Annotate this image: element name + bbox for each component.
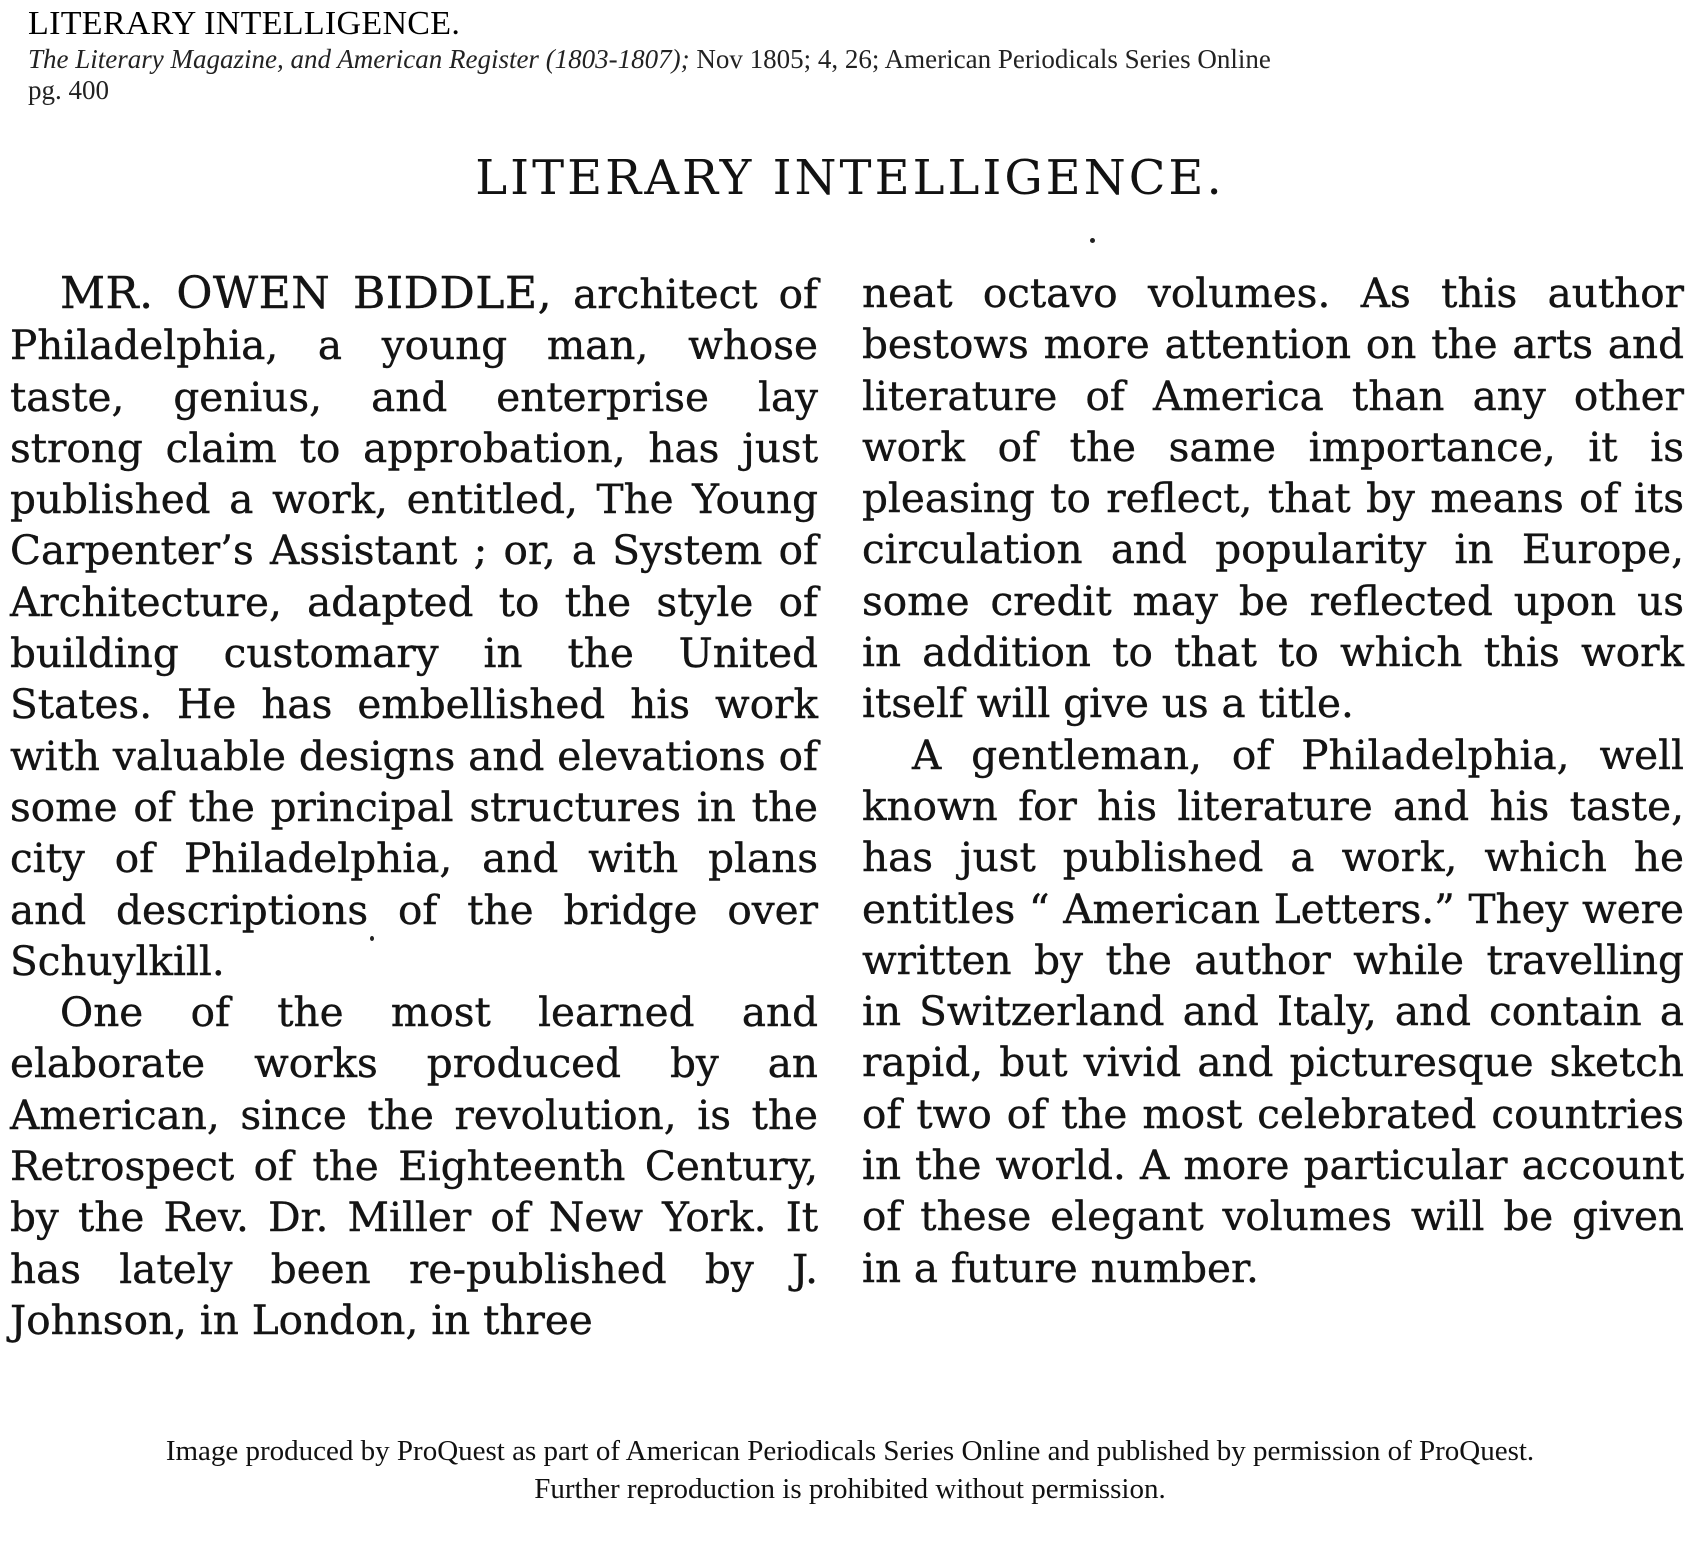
article-heading: LITERARY INTELLIGENCE. — [475, 150, 1225, 206]
citation-issue: Nov 1805; 4, 26; American Periodicals Series Online — [689, 44, 1271, 74]
footer-line-1: Image produced by ProQuest as part of American Periodicals Series Online and published by permission of ProQuest. — [165, 1435, 1535, 1467]
right-column — [862, 268, 1684, 1294]
paragraph-owen-biddle — [10, 268, 818, 987]
citation-page: pg. 400 — [28, 75, 109, 105]
paragraph-body: architect of Philadelphia, a young man, whose taste, genius, and enterprise lay strong claim to approbation, has just published a work, entitled, The Young Carpenter’s Assistant ; or, a System of Architecture, adapted to the style of building customary in the United States. He has embellished his work with valuable designs and elevations of some of the principal structures in the city of Philadelphia, and with plans and descriptions of the bridge over Schuylkill. — [10, 270, 819, 985]
citation-title: LITERARY INTELLIGENCE. — [28, 5, 461, 42]
permission-footer — [0, 1432, 1700, 1508]
paragraph-lead: MR. OWEN BIDDLE, — [60, 268, 553, 319]
citation-header — [28, 4, 1668, 106]
paragraph-american-letters: A gentleman, of Philadelphia, well known for his literature and his taste, has just published a work, which he entitles “ American Letters.” They were written by the author while travelling in Switzerland and Italy, and contain a rapid, but vivid and picturesque sketch of two of the most celebrated countries in the world. A more particular account of these elegant volumes will be given in a future number. — [862, 730, 1684, 1292]
left-column — [10, 268, 818, 1346]
footer-line-2: Further reproduction is prohibited without permission. — [534, 1473, 1166, 1505]
paragraph-retrospect-continued: neat octavo volumes. As this author bestows more attention on the arts and literature of America than any other work of the same importance, it is pleasing to reflect, that by means of its circulation and popularity in Europe, some credit may be reflected upon us in addition to that to which this work itself will give us a title. — [862, 269, 1684, 728]
scan-speck — [1090, 238, 1095, 243]
citation-source — [28, 44, 1668, 75]
paragraph-retrospect: One of the most learned and elaborate works produced by an American, since the revolution, is the Retrospect of the Eighteenth Century, by the Rev. Dr. Miller of New York. It has lately been re-published by J. Johnson, in London, in three — [10, 988, 818, 1344]
citation-journal: The Literary Magazine, and American Register (1803-1807); — [28, 44, 690, 74]
scan-speck — [370, 936, 374, 941]
scanned-article — [0, 130, 1700, 1410]
